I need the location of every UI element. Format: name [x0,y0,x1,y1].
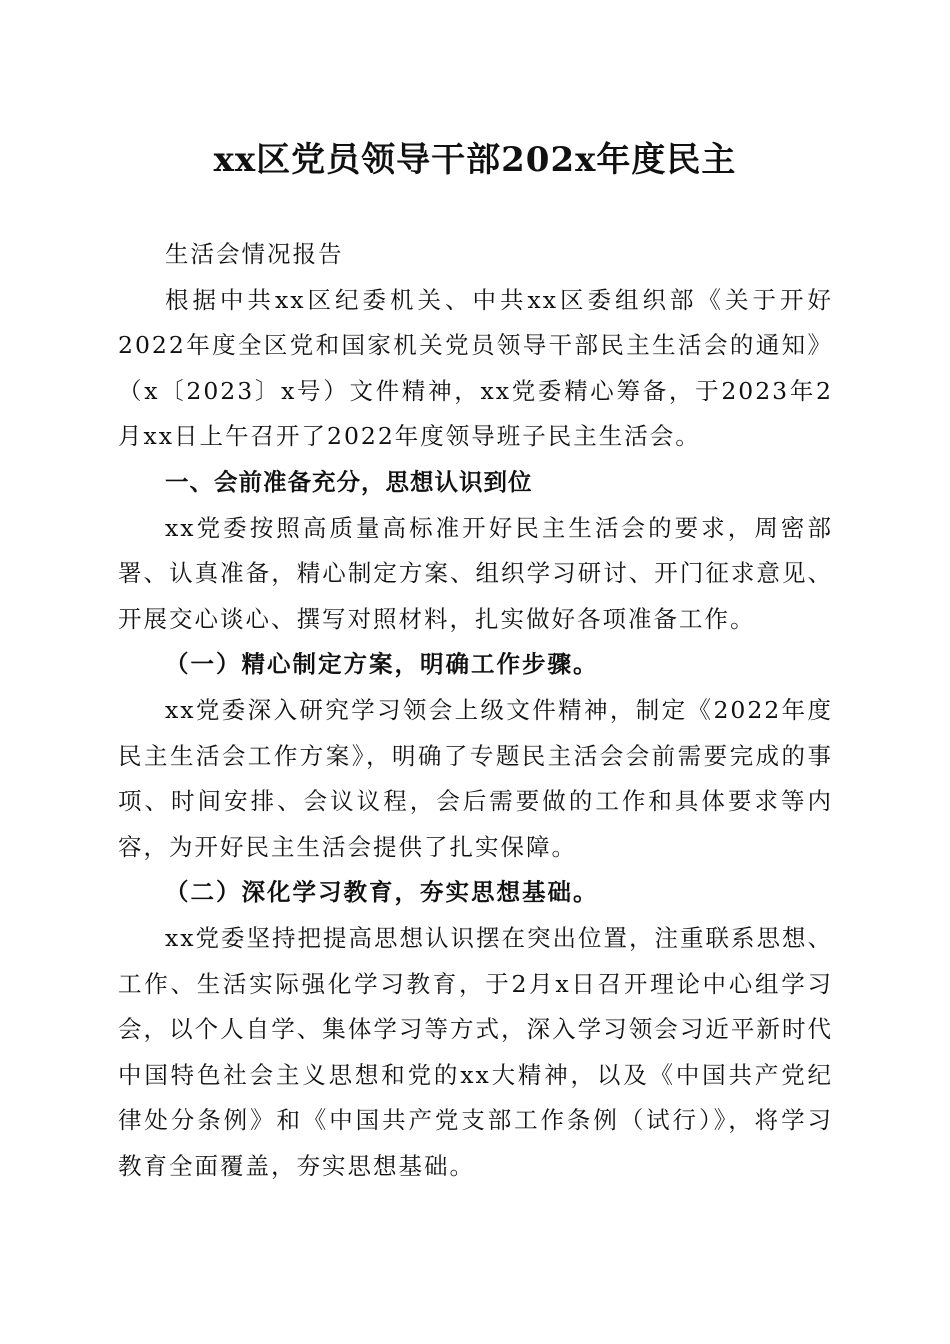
subsection-2-paragraph: xx党委坚持把提高思想认识摆在突出位置，注重联系思想、工作、生活实际强化学习教育，于2月x日召开理论中心组学习会，以个人自学、集体学习等方式，深入学习领会习近平新时代中国特色社会主义思想和党的xx大精神，以及《中国共产党纪律处分条例》和《中国共产党支部工作条例（试行）》，将学习教育全面覆盖，夯实思想基础。 [118,923,834,1180]
intro-paragraph: 根据中共xx区纪委机关、中共xx区委组织部《关于开好2022年度全区党和国家机关党员领导干部民主生活会的通知》（x〔2023〕x号）文件精神，xx党委精心筹备，于2023年2月xx日上午召开了2022年度领导班子民主生活会。 [118,285,833,451]
subsection-1-paragraph: xx党委深入研究学习领会上级文件精神，制定《2022年度民主生活会工作方案》，明确了专题民主活会会前需要完成的事项、时间安排、会议议程，会后需要做的工作和具体要求等内容，为开好民主生活会提供了扎实保障。 [118,695,833,861]
document-body [118,232,833,1189]
section-1-heading: 一、会前准备充分，思想认识到位 [165,467,533,496]
subsection-1-heading: （一）精心制定方案，明确工作步骤。 [165,650,599,679]
document-title: xx区党员领导干部202x年度民主 [213,140,737,180]
subsection-2-heading: （二）深化学习教育，夯实思想基础。 [165,878,599,907]
document-subtitle: 生活会情况报告 [165,240,344,268]
section-1-paragraph: xx党委按照高质量高标准开好民主生活会的要求，周密部署、认真准备，精心制定方案、组织学习研讨、开门征求意见、开展交心谈心、撰写对照材料，扎实做好各项准备工作。 [118,513,833,633]
